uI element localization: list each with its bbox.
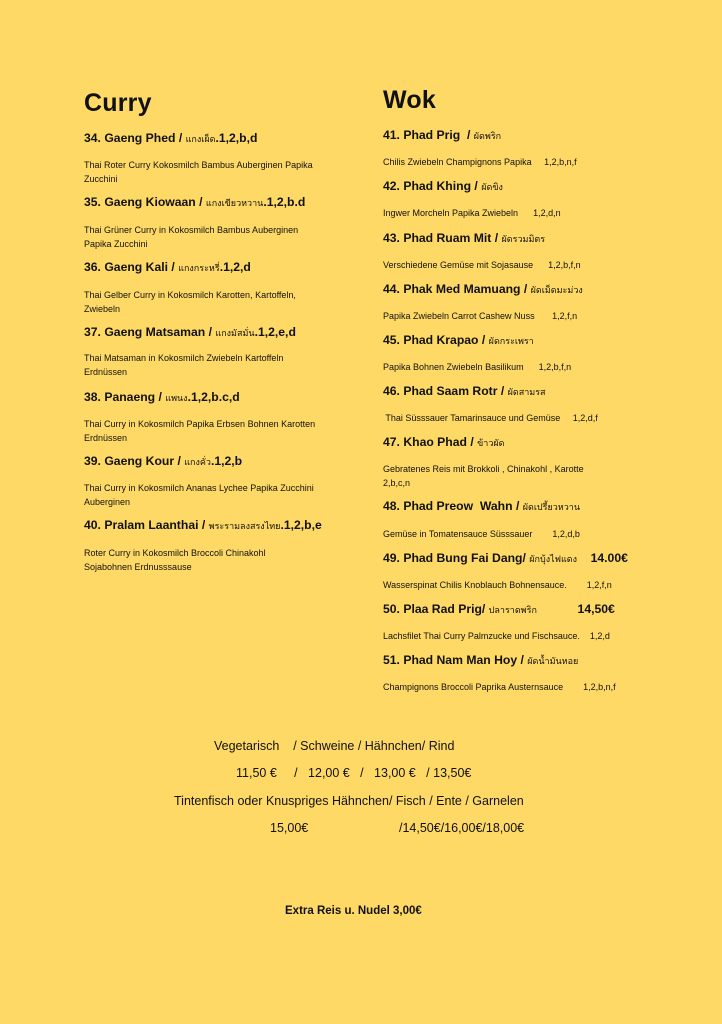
meat-prices: 11,50 € / 12,00 € / 13,00 € / 13,50€ (236, 766, 472, 780)
dish-name: 51. Phad Nam Man Hoy / (383, 653, 528, 667)
dish-description: Thai Gelber Curry in Kokosmilch Karotten, Kartoffeln, Zwiebeln (84, 290, 296, 314)
menu-item-title (84, 518, 322, 533)
dish-name: 43. Phad Ruam Mit / (383, 231, 502, 245)
dish-thai-name: แกงเขียวหวาน (205, 198, 264, 208)
dish-name: 34. Gaeng Phed / (84, 131, 186, 145)
dish-codes-price: .1,2,b,d (215, 131, 258, 145)
dish-name: 50. Plaa Rad Prig/ (383, 602, 489, 616)
menu-item-title (383, 653, 578, 668)
dish-thai-name: พระรามลงสรงไทย (208, 521, 281, 531)
dish-description: Thai Süsssauer Tamarinsauce und Gemüse 1,2,d,f (383, 413, 598, 423)
menu-item-title (383, 499, 580, 514)
dish-description: Thai Curry in Kokosmilch Ananas Lychee Papika Zucchini Auberginen (84, 483, 314, 507)
dish-name: 38. Panaeng / (84, 390, 166, 404)
menu-item-title (84, 131, 257, 146)
dish-description: Wasserspinat Chilis Knoblauch Bohnensauce. 1,2,f,n (383, 580, 612, 590)
dish-thai-name: แกงมัสมั่น (215, 328, 255, 338)
dish-description: Champignons Broccoli Paprika Austernsauce 1,2,b,n,f (383, 682, 616, 692)
wok-section-title: Wok (383, 86, 436, 114)
menu-item-title (383, 231, 545, 246)
dish-description: Thai Roter Curry Kokosmilch Bambus Auberginen Papika Zucchini (84, 160, 313, 184)
dish-name: 48. Phad Preow Wahn / (383, 499, 523, 513)
dish-name: 35. Gaeng Kiowaan / (84, 195, 206, 209)
dish-thai-name: ผัดรวมมิตร (501, 234, 546, 244)
dish-codes-price: 14,50€ (536, 602, 615, 616)
dish-description: Ingwer Morcheln Papika Zwiebeln 1,2,d,n (383, 208, 561, 218)
menu-item-title (383, 435, 505, 450)
seafood-options: Tintenfisch oder Knuspriges Hähnchen/ Fisch / Ente / Garnelen (174, 794, 524, 808)
menu-item-title (383, 602, 615, 617)
dish-description: Lachsfilet Thai Curry Palmzucke und Fischsauce. 1,2,d (383, 631, 610, 641)
dish-description: Chilis Zwiebeln Champignons Papika 1,2,b,n,f (383, 157, 577, 167)
dish-name: 41. Phad Prig / (383, 128, 474, 142)
dish-description: Thai Curry in Kokosmilch Papika Erbsen Bohnen Karotten Erdnüssen (84, 419, 316, 443)
extra-rice-noodle-price: Extra Reis u. Nudel 3,00€ (285, 905, 422, 917)
seafood-price-squid: 15,00€ (270, 821, 309, 835)
dish-name: 47. Khao Phad / (383, 435, 478, 449)
dish-thai-name: แกงเผ็ด (185, 134, 216, 144)
dish-thai-name: ผัดสามรส (507, 387, 546, 397)
dish-thai-name: ผัดเม็ดมะม่วง (530, 285, 583, 295)
menu-item-title (383, 128, 501, 143)
dish-description: Verschiedene Gemüse mit Sojasause 1,2,b,f,n (383, 260, 581, 270)
menu-item-title (383, 179, 503, 194)
dish-thai-name: แพนง (165, 393, 188, 403)
curry-section-title: Curry (84, 89, 152, 117)
dish-codes-price: .1,2,b.c,d (187, 390, 240, 404)
dish-codes-price: 14.00€ (577, 551, 628, 565)
dish-description: Thai Matsaman in Kokosmilch Zwiebeln Kartoffeln Erdnüssen (84, 353, 284, 377)
menu-item-title (84, 390, 240, 405)
dish-thai-name: ผัดขิง (481, 182, 503, 192)
dish-thai-name: แกงกระหรี่ (178, 263, 220, 273)
dish-thai-name: ผัดกระเพรา (488, 336, 534, 346)
dish-name: 44. Phak Med Mamuang / (383, 282, 531, 296)
dish-description: Papika Bohnen Zwiebeln Basilikum 1,2,b,f,n (383, 362, 572, 372)
dish-thai-name: ปลาราดพริก (488, 605, 537, 615)
menu-item-title (383, 282, 583, 297)
menu-item-title (84, 260, 251, 275)
dish-codes-price: .1,2,b,e (280, 518, 322, 532)
dish-codes-price: .1,2,b.d (263, 195, 306, 209)
dish-description: Papika Zwiebeln Carrot Cashew Nuss 1,2,f,n (383, 311, 578, 321)
menu-item-title (383, 551, 628, 566)
dish-description: Thai Grüner Curry in Kokosmilch Bambus Auberginen Papika Zucchini (84, 225, 299, 249)
menu-item-title (383, 333, 534, 348)
dish-name: 46. Phad Saam Rotr / (383, 384, 508, 398)
dish-description: Roter Curry in Kokosmilch Broccoli Chinakohl Sojabohnen Erdnusssause (84, 548, 266, 572)
dish-codes-price: .1,2,d (219, 260, 251, 274)
menu-item-title (84, 454, 242, 469)
dish-description: Gebratenes Reis mit Brokkoli , Chinakohl , Karotte 2,b,c,n (383, 464, 584, 488)
dish-description: Gemüse in Tomatensauce Süsssauer 1,2,d,b (383, 529, 580, 539)
dish-thai-name: ผัดพริก (473, 131, 502, 141)
dish-name: 36. Gaeng Kali / (84, 260, 179, 274)
dish-thai-name: ผัดเปรี้ยวหวาน (522, 502, 580, 512)
dish-name: 42. Phad Khing / (383, 179, 482, 193)
dish-codes-price: .1,2,b (210, 454, 243, 468)
dish-name: 49. Phad Bung Fai Dang/ (383, 551, 530, 565)
dish-name: 39. Gaeng Kour / (84, 454, 185, 468)
meat-options: Vegetarisch / Schweine / Hähnchen/ Rind (214, 739, 455, 753)
dish-thai-name: ข้าวผัด (477, 438, 505, 448)
dish-thai-name: ผัดน้ำมันหอย (527, 656, 579, 666)
menu-item-title (84, 325, 296, 340)
dish-name: 40. Pralam Laanthai / (84, 518, 209, 532)
menu-item-title (383, 384, 546, 399)
menu-item-title (84, 195, 305, 210)
dish-thai-name: แกงคั่ว (184, 457, 211, 467)
seafood-prices-other: /14,50€/16,00€/18,00€ (399, 821, 525, 835)
dish-codes-price: .1,2,e,d (254, 325, 296, 339)
dish-name: 37. Gaeng Matsaman / (84, 325, 216, 339)
dish-name: 45. Phad Krapao / (383, 333, 489, 347)
dish-thai-name: ผักบุ้งไฟแดง (529, 554, 578, 564)
